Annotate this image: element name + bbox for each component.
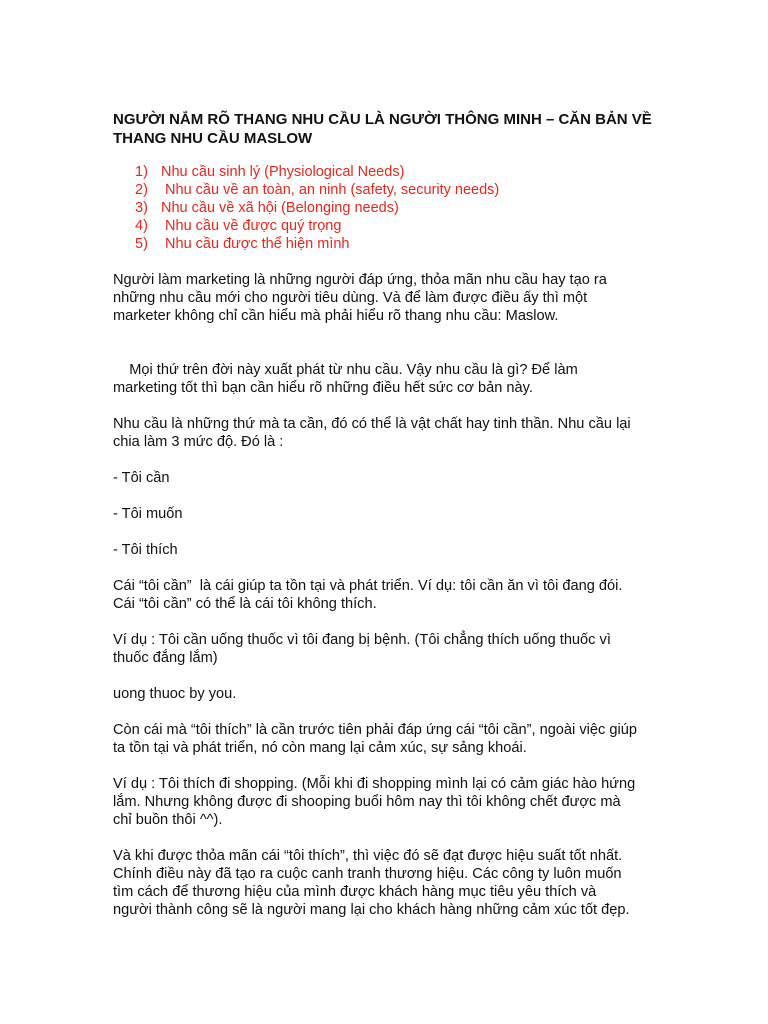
list-item-number: 3)	[135, 200, 148, 216]
title-line: THANG NHU CẦU MASLOW	[113, 130, 313, 147]
list-item-text: Nhu cầu được thể hiện mình	[161, 236, 350, 252]
paragraph	[113, 775, 668, 829]
paragraph	[113, 541, 668, 559]
list-item-text: Nhu cầu về an toàn, an ninh (safety, security needs)	[161, 182, 500, 198]
list-item	[135, 199, 668, 217]
paragraph	[113, 361, 668, 397]
paragraph-line: uong thuoc by you.	[113, 686, 237, 702]
list-item	[135, 163, 668, 181]
paragraph-line: Cái “tôi cần” là cái giúp ta tồn tại và phát triển. Ví dụ: tôi cần ăn vì tôi đang đói.	[113, 578, 623, 594]
paragraph	[113, 721, 668, 757]
paragraph-line: thuốc đắng lắm)	[113, 650, 218, 666]
paragraph-line: Còn cái mà “tôi thích” là cần trước tiên phải đáp ứng cái “tôi cần”, ngoài việc giúp	[113, 722, 637, 738]
paragraph-line: Người làm marketing là những người đáp ứng, thỏa mãn nhu cầu hay tạo ra	[113, 272, 607, 288]
paragraph-line: Cái “tôi cần” có thể là cái tôi không thích.	[113, 596, 377, 612]
list-item	[135, 235, 668, 253]
list-item-number: 5)	[135, 236, 148, 252]
list-item-number: 2)	[135, 182, 148, 198]
list-item-number: 1)	[135, 164, 148, 180]
maslow-needs-list	[113, 163, 668, 253]
list-item-number: 4)	[135, 218, 148, 234]
document-title	[113, 110, 673, 148]
paragraph	[113, 631, 668, 667]
paragraph	[113, 271, 668, 325]
paragraph	[113, 847, 668, 919]
paragraph-line: Mọi thứ trên đời này xuất phát từ nhu cầu. Vậy nhu cầu là gì? Để làm	[113, 362, 578, 378]
paragraph-line: Ví dụ : Tôi cần uống thuốc vì tôi đang bị bệnh. (Tôi chẳng thích uống thuốc vì	[113, 632, 611, 648]
paragraph-line: marketing tốt thì bạn cần hiểu rõ những điều hết sức cơ bản này.	[113, 380, 533, 396]
paragraph-line: Và khi được thỏa mãn cái “tôi thích”, thì việc đó sẽ đạt được hiệu suất tốt nhất.	[113, 848, 623, 864]
paragraph	[113, 415, 668, 451]
paragraph-line: Chính điều này đã tạo ra cuộc canh tranh thương hiệu. Các công ty luôn muốn	[113, 866, 622, 882]
paragraph	[113, 685, 668, 703]
paragraph-line: Nhu cầu là những thứ mà ta cần, đó có thể là vật chất hay tinh thần. Nhu cầu lại	[113, 416, 631, 432]
paragraph-line: người thành công sẽ là người mang lại cho khách hàng những cảm xúc tốt đẹp.	[113, 902, 630, 918]
list-item-text: Nhu cầu về xã hội (Belonging needs)	[161, 200, 399, 216]
list-item	[135, 181, 668, 199]
paragraph-line: Ví dụ : Tôi thích đi shopping. (Mỗi khi đi shopping mình lại có cảm giác hào hứng	[113, 776, 636, 792]
list-item	[135, 217, 668, 235]
list-item-text: Nhu cầu sinh lý (Physiological Needs)	[161, 164, 405, 180]
paragraph	[113, 577, 668, 613]
paragraph-line: - Tôi muốn	[113, 506, 183, 522]
list-item-text: Nhu cầu về được quý trọng	[161, 218, 342, 234]
paragraph-line: những nhu cầu mới cho người tiêu dùng. Và để làm được điều ấy thì một	[113, 290, 588, 306]
paragraph-line: ta tồn tại và phát triển, nó còn mang lại cảm xúc, sự sảng khoái.	[113, 740, 527, 756]
paragraph-line: marketer không chỉ cần hiểu mà phải hiểu rõ thang nhu cầu: Maslow.	[113, 308, 559, 324]
paragraph-line: chia làm 3 mức độ. Đó là :	[113, 434, 284, 450]
paragraph	[113, 505, 668, 523]
paragraph-line: - Tôi thích	[113, 542, 178, 558]
title-line: NGƯỜI NẮM RÕ THANG NHU CẦU LÀ NGƯỜI THÔNG MINH – CĂN BẢN VỀ	[113, 111, 652, 128]
paragraph-line: chỉ buồn thôi ^^).	[113, 812, 223, 828]
body-paragraphs	[113, 271, 668, 919]
paragraph-line: - Tôi cần	[113, 470, 170, 486]
paragraph-line: tìm cách để thương hiệu của mình được khách hàng mục tiêu yêu thích và	[113, 884, 597, 900]
paragraph	[113, 469, 668, 487]
paragraph-line: lắm. Nhưng không được đi shooping buổi hôm nay thì tôi không chết được mà	[113, 794, 621, 810]
